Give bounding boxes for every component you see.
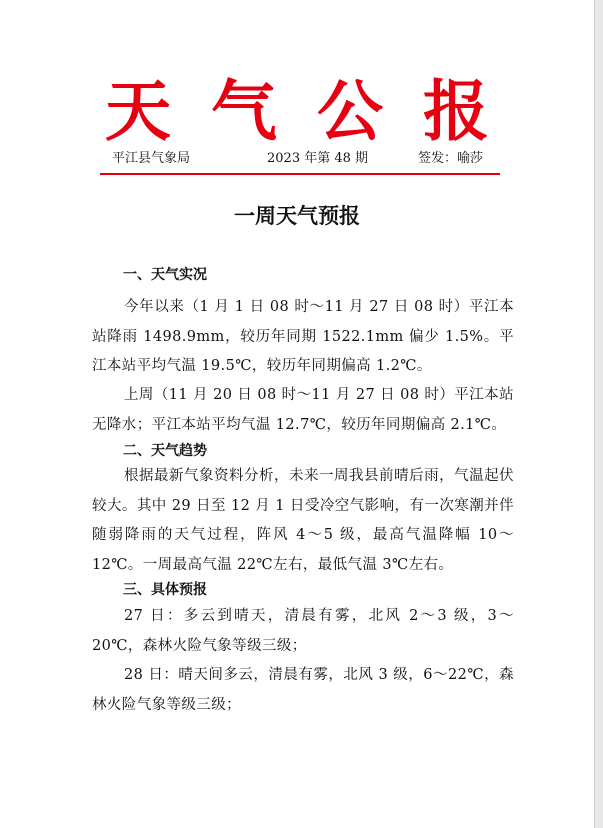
signer: 签发：喻莎: [418, 151, 484, 166]
issuing-organization: 平江县气象局: [112, 151, 191, 166]
viewer-scroll-edge: [594, 0, 603, 828]
paragraph: 今年以来（1 月 1 日 08 时～11 月 27 日 08 时）平江本站降雨 1498.9mm，较历年同期 1522.1mm 偏少 1.5%。平江本站平均气温 19.5℃，较历年同期偏高 1.2℃。: [92, 299, 514, 374]
paragraph: 根据最新气象资料分析，未来一周我县前晴后雨，气温起伏较大。其中 29 日至 12 月 1 日受冷空气影响，有一次寒潮并伴随弱降雨的天气过程，阵风 4～5 级，最高气温降幅 10～12℃。一周最高气温 22℃左右，最低气温 3℃左右。: [92, 468, 514, 573]
issue-info-row: [100, 149, 500, 169]
red-divider: [100, 173, 500, 175]
section-heading-trend: 二、天气趋势: [123, 443, 207, 459]
paragraph: 上周（11 月 20 日 08 时～11 月 27 日 08 时）平江本站无降水；平江本站平均气温 12.7℃，较历年同期偏高 2.1℃。: [92, 387, 514, 433]
issue-number: 2023 年第 48 期: [267, 151, 369, 166]
document-title: 一周天气预报: [234, 204, 360, 228]
section-heading-forecast: 三、具体预报: [123, 582, 207, 598]
forecast-item: 28 日：晴天间多云，清晨有雾，北风 3 级，6～22℃，森林火险气象等级三级；: [92, 667, 514, 713]
section-heading-observations: 一、天气实况: [123, 267, 207, 283]
masthead-title: 天气公报: [105, 73, 529, 150]
forecast-item: 27 日：多云到晴天，清晨有雾，北风 2～3 级，3～20℃，森林火险气象等级三级；: [92, 608, 514, 654]
